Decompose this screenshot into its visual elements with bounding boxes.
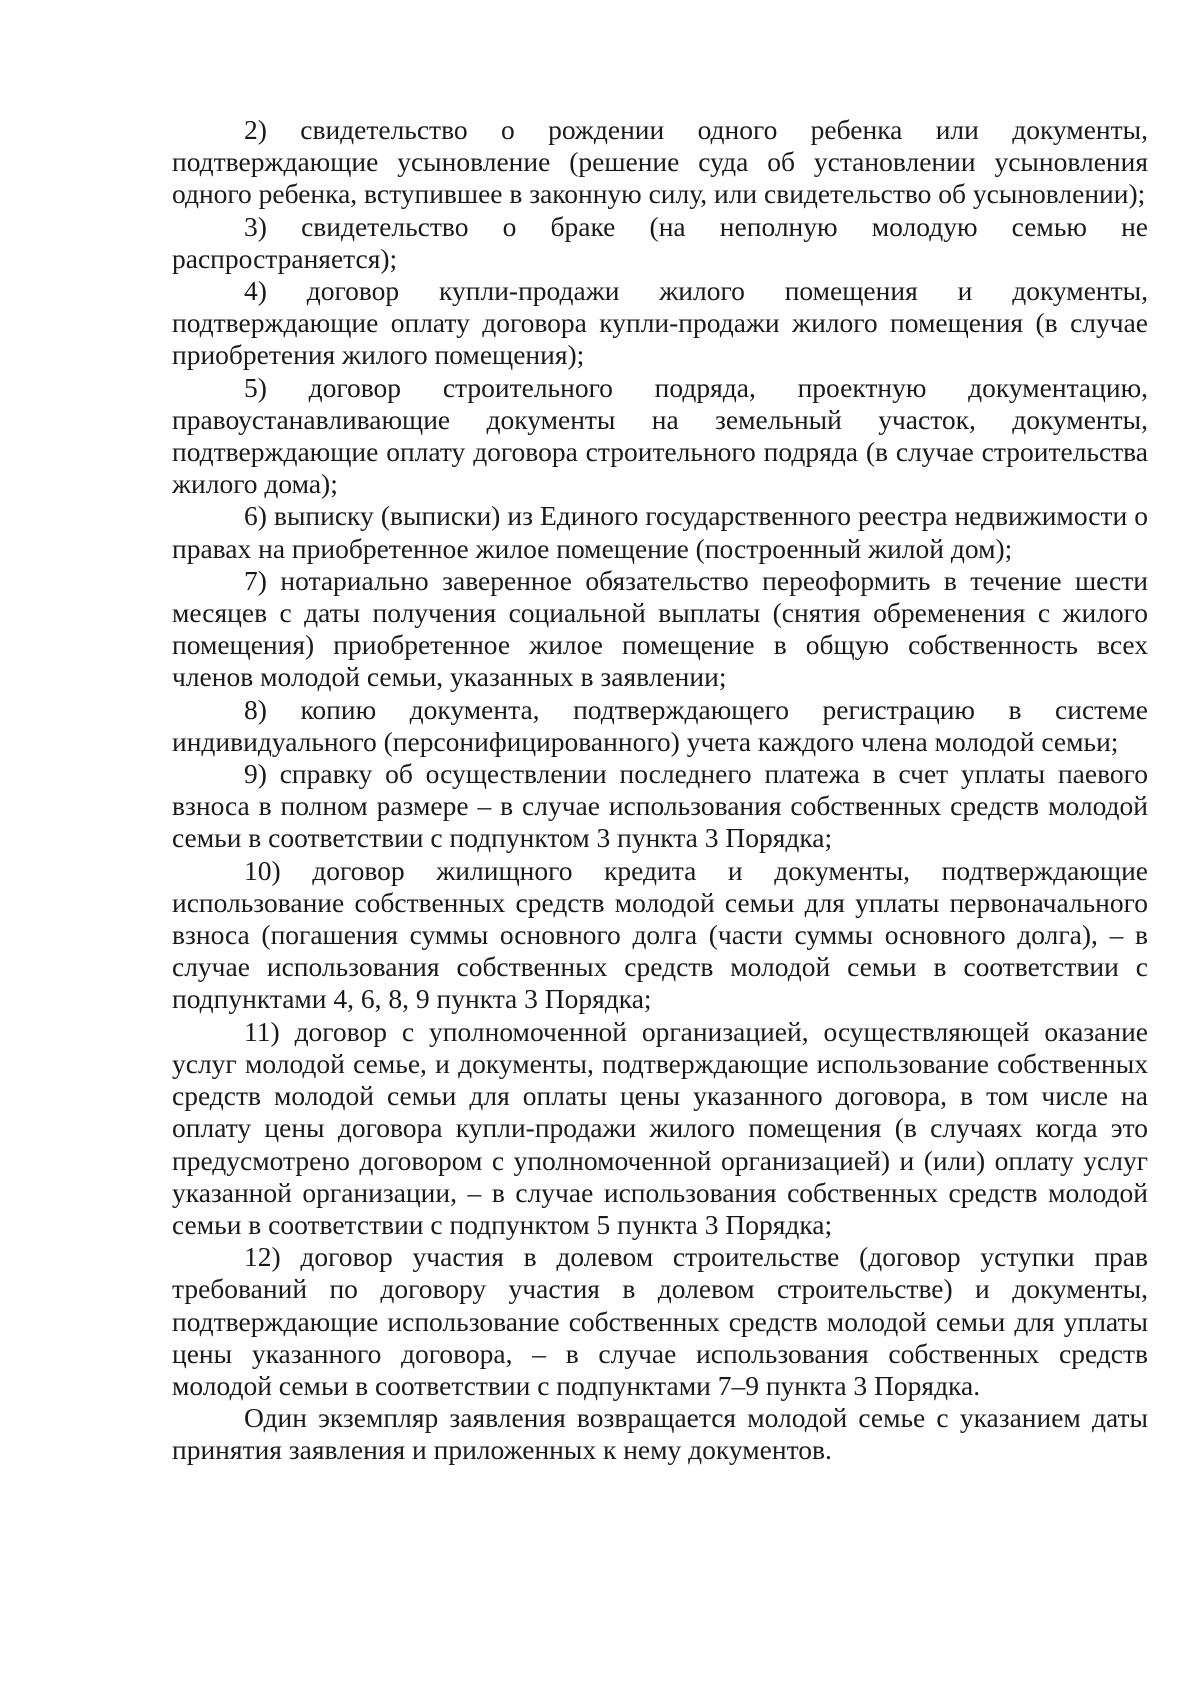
list-item-3: 3) свидетельство о браке (на неполную молодую семью не распространяется); — [172, 210, 1148, 274]
list-item-8: 8) копию документа, подтверждающего регистрацию в системе индивидуального (персонифицированного) учета каждого члена молодой семьи; — [172, 693, 1148, 757]
list-item-12: 12) договор участия в долевом строительстве (договор уступки прав требований по договору участия в долевом строительстве) и документы, подтверждающие использование собственных средств молодой семьи для уплаты цены указанного договора, – в случае использования собственных средств молодой семьи в соответствии с подпунктами 7–9 пункта 3 Порядка. — [172, 1241, 1148, 1401]
list-item-4: 4) договор купли-продажи жилого помещения и документы, подтверждающие оплату договора купли-продажи жилого помещения (в случае приобретения жилого помещения); — [172, 275, 1148, 371]
list-item-11: 11) договор с уполномоченной организацией, осуществляющей оказание услуг молодой семье, и документы, подтверждающие использование собственных средств молодой семьи для оплаты цены указанного договора, в том числе на оплату цены договора купли-продажи жилого помещения (в случаях когда это предусмотрено договором с уполномоченной организацией) и (или) оплату услуг указанной организации, – в случае использования собственных средств молодой семьи в соответствии с подпунктом 5 пункта 3 Порядка; — [172, 1015, 1148, 1240]
document-page — [172, 114, 1148, 1467]
list-item-2: 2) свидетельство о рождении одного ребенка или документы, подтверждающие усыновление (решение суда об установлении усыновления одного ребенка, вступившее в законную силу, или свидетельство об усыновлении); — [172, 114, 1148, 210]
closing-paragraph: Один экземпляр заявления возвращается молодой семье с указанием даты принятия заявления и приложенных к нему документов. — [172, 1402, 1148, 1466]
list-item-9: 9) справку об осуществлении последнего платежа в счет уплаты паевого взноса в полном размере – в случае использования собственных средств молодой семьи в соответствии с подпунктом 3 пункта 3 Порядка; — [172, 758, 1148, 854]
list-item-10: 10) договор жилищного кредита и документы, подтверждающие использование собственных средств молодой семьи для уплаты первоначального взноса (погашения суммы основного долга (части суммы основного долга), – в случае использования собственных средств молодой семьи в соответствии с подпунктами 4, 6, 8, 9 пункта 3 Порядка; — [172, 854, 1148, 1015]
list-item-7: 7) нотариально заверенное обязательство переоформить в течение шести месяцев с даты получения социальной выплаты (снятия обременения с жилого помещения) приобретенное жилое помещение в общую собственность всех членов молодой семьи, указанных в заявлении; — [172, 564, 1148, 693]
list-item-6: 6) выписку (выписки) из Единого государственного реестра недвижимости о правах на приобретенное жилое помещение (построенный жилой дом); — [172, 500, 1148, 564]
list-item-5: 5) договор строительного подряда, проектную документацию, правоустанавливающие документы на земельный участок, документы, подтверждающие оплату договора строительного подряда (в случае строительства жилого дома); — [172, 371, 1148, 500]
